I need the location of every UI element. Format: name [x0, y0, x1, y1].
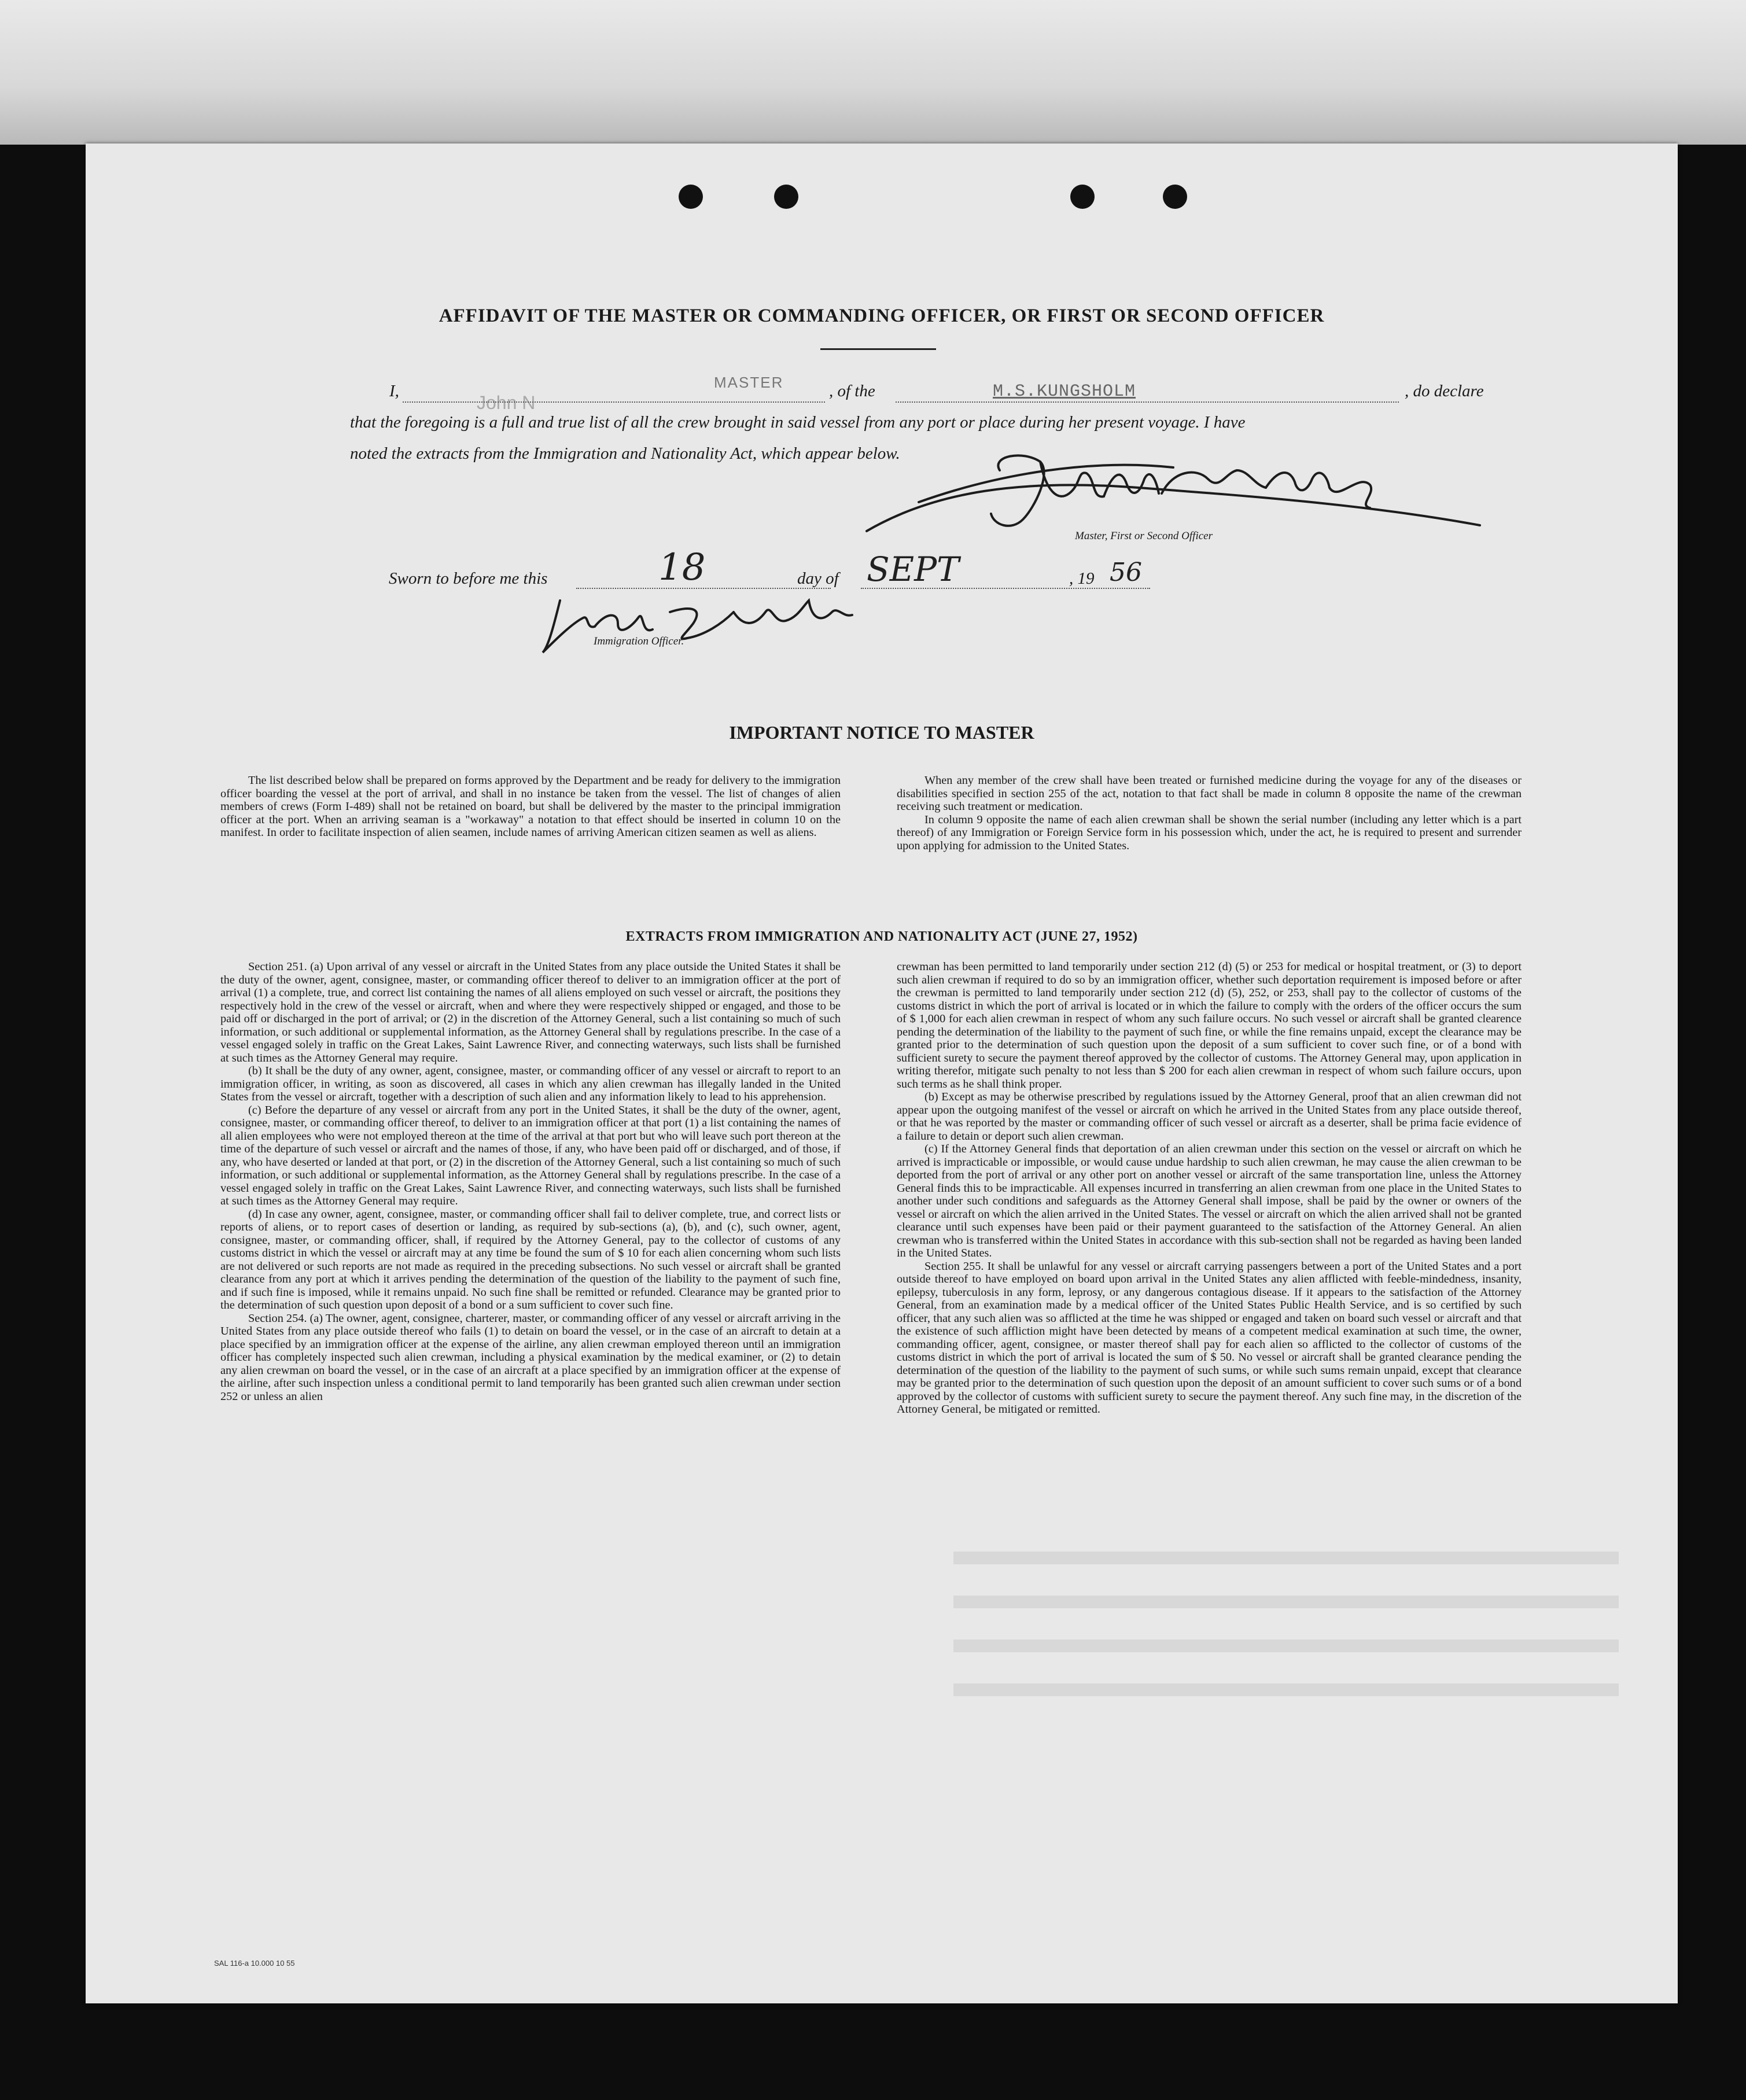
day-of-label: day of [797, 569, 839, 588]
background-strip [0, 0, 1746, 145]
immigration-officer-caption: Immigration Officer. [594, 635, 684, 647]
section-254-b: (b) Except as may be otherwise prescribed by regulations issued by the Attorney General, proof that an alien crewman did not appear upon the outgoing manifest of the vessel or aircraft on which he arrived in the United States from any place outside thereof, or that he was reported by the master or commanding officer of such vessel or aircraft as a deserter, shall be prima facie evidence of a failure to detain or deport such alien crewman. [897, 1090, 1522, 1143]
sworn-label: Sworn to before me this [389, 569, 548, 588]
extracts-title: EXTRACTS FROM IMMIGRATION AND NATIONALITY ACT (JUNE 27, 1952) [625, 929, 1138, 944]
declaration-line-2: that the foregoing is a full and true list of all the crew brought in said vessel from any port or place during her present voyage. I have [350, 413, 1246, 432]
binder-hole [1163, 185, 1187, 209]
rank-stamp: MASTER [714, 374, 784, 391]
master-signature [849, 439, 1486, 537]
title-divider [820, 348, 936, 350]
extracts-left-column [220, 960, 841, 1403]
section-255: Section 255. It shall be unlawful for any vessel or aircraft carrying passengers between a port of the United States and a port outside thereof to have employed on board upon arrival in the United States any alien afflicted with feeble-mindedness, insanity, epilepsy, tuberculosis in any form, leprosy, or any dangerous contagious disease. If it appears to the satisfaction of the Attorney General, from an examination made by a medical officer of the United States Public Health Service, and is so certified by such officer, that any such alien was so afflicted at the time he was shipped or engaged and taken on board such vessel or aircraft and that the existence of such affliction might have been detected by means of a competent medical examination at such time, the owner, commanding officer, agent, consignee, or master thereof shall pay for each alien so afflicted to the collector of customs of the customs district in which the port of arrival is located the sum of $ 50. No vessel or aircraft shall be granted clearance pending the determination of the question of the liability to the payment of such sums, or while such sums remain unpaid, except that clearance may be granted prior to the determination of such question upon the deposit of an amount sufficient to cover such sums or of a bond approved by the collector of customs with sufficient surety to secure the payment thereof. Any such fine may, in the discretion of the Attorney General, be mitigated or remitted. [897, 1259, 1522, 1416]
section-254-c: (c) If the Attorney General finds that deportation of an alien crewman under this section on the vessel or aircraft on which he arrived is impracticable or impossible, or would cause undue hardship to such alien crewman, he may cause the alien crewman to be deported from the port of arrival or any other port on another vessel or aircraft of the same transportation line, unless the Attorney General finds this to be impracticable. All expenses incurred in transferring an alien crewman from one place in the United States to another under such conditions and safeguards as the Attorney General shall impose, shall be paid by the owner or owners of the vessel or aircraft on which the alien arrived in the United States. The vessel or aircraft on which the alien arrived shall not be granted clearance until such expenses have been paid or their payment guaranteed to the satisfaction of the Attorney General. An alien crewman who is transferred within the United States in accordance with this sub-section shall not be regarded as having been landed in the United States. [897, 1143, 1522, 1259]
notice-left-column [220, 774, 841, 839]
form-number: SAL 116-a 10.000 10 55 [214, 1959, 295, 1968]
notice-left-paragraph: The list described below shall be prepared on forms approved by the Department and be ready for delivery to the immigration officer boarding the vessel at the port of arrival, and shall in no instance be taken from the vessel. The list of changes of alien members of crews (Form I-489) shall not be retained on board, but shall be delivered by the master to the principal immigration officer at the port. When an arriving seaman is a "workaway" a notation to that effect should be inserted in column 10 on the manifest. In order to facilitate inspection of alien seamen, include names of arriving American citizen seamen as well as aliens. [220, 774, 841, 839]
sworn-year-handwritten: 56 [1110, 558, 1142, 587]
affidavit-title: AFFIDAVIT OF THE MASTER OR COMMANDING OFFICER, OR FIRST OR SECOND OFFICER [439, 305, 1325, 326]
vessel-name-stamp: M.S.KUNGSHOLM [993, 382, 1136, 401]
binder-hole [679, 185, 703, 209]
section-251-c: (c) Before the departure of any vessel or aircraft from any port in the United States, it shall be the duty of the owner, agent, consignee, master, or commanding officer thereof, to deliver to an immigration officer at that port (1) a list containing the names of all alien employees who were not employed thereon at the time of the arrival at that port but who will leave such port thereon at the time of the departure of such vessel or aircraft and the names of those, if any, who have been paid off or discharged, and of those, if any, who have deserted or landed at that port, or (2) in the discretion of the Attorney General, such a list containing so much of such information, or such additional or supplemental information, as the Attorney General shall by regulations prescribe. In the case of a vessel engaged solely in traffic on the Great Lakes, Saint Lawrence River, and connecting waterways, such lists shall be furnished at such times as the Attorney General may require. [220, 1103, 841, 1207]
do-declare-label: , do declare [1405, 382, 1484, 400]
section-251-d: (d) In case any owner, agent, consignee, master, or commanding officer shall fail to deliver complete, true, and correct lists or reports of aliens, or to report cases of desertion or landing, as required by sub-sections (a), (b), and (c), such owner, agent, consignee, master, or commanding officer, shall, if required by the Attorney General, pay to the collector of customs of any customs district in which the vessel or aircraft may at any time be found the sum of $ 10 for each alien concerning whom such lists are not delivered or such reports are not made as required in the preceding subsections. No such vessel or aircraft shall be granted clearance from any port at which it arrives pending the determination of the question of the liability to the payment of such fine, and if such fine is imposed, while it remains unpaid. No such fine shall be remitted or refunded. Clearance may be granted prior to the determination of such question upon deposit of a bond or a sum sufficient to cover such fine. [220, 1207, 841, 1311]
master-name-faint: John N [477, 392, 536, 413]
signature-caption: Master, First or Second Officer [1075, 530, 1213, 542]
i-label: I, [389, 382, 399, 400]
extracts-right-column [897, 960, 1522, 1416]
bleed-through-texture [953, 1520, 1619, 1705]
immigration-officer-signature [537, 589, 861, 658]
notice-title: IMPORTANT NOTICE TO MASTER [729, 722, 1034, 743]
binder-hole [1070, 185, 1095, 209]
year-label: , 19 [1069, 569, 1095, 588]
vessel-blank [896, 401, 1399, 403]
name-blank [403, 401, 825, 403]
of-the-label: , of the [829, 382, 875, 400]
section-251-b: (b) It shall be the duty of any owner, agent, consignee, master, or commanding officer of any vessel or aircraft to report to an immigration officer, in writing, as soon as discovered, all cases in which any alien crewman has illegally landed in the United States from the vessel or aircraft, together with a description of such alien and any information likely to lead to his apprehension. [220, 1064, 841, 1103]
sworn-month-handwritten: SEPT [867, 550, 959, 589]
section-254-a-continued: crewman has been permitted to land temporarily under section 212 (d) (5) or 253 for medical or hospital treatment, or (3) to deport such alien crewman if required to do so by an immigration officer, whether such deportation requirement is imposed before or after the crewman is permitted to land temporarily under section 212 (d) (5), 252, or 253, shall pay to the collector of customs of the customs district in which the port of arrival is located or in which the failure to comply with the orders of the officer occurs the sum of $ 1,000 for each alien crewman in respect of whom any such failure occurs. No such vessel or aircraft shall be granted clearence pending the determination of the liability to the payment of such fine, or while the fine remains unpaid, except the clearance may be granted prior to the determination of such question upon the deposit of a sum sufficient to cover such fine, or of a bond with sufficient surety to secure the payment thereof approved by the collector of customs. The Attorney General may, upon application in writing therefor, mitigate such penalty to not less than $ 200 for each alien crewman in respect of whom such failure occurs, upon such terms as he shall think proper. [897, 960, 1522, 1090]
notice-right-column [897, 774, 1522, 852]
affidavit-sheet [86, 143, 1678, 2003]
binder-hole [774, 185, 798, 209]
declaration-line-3: noted the extracts from the Immigration and Nationality Act, which appear below. [350, 444, 900, 463]
notice-right-paragraph-2: In column 9 opposite the name of each alien crewman shall be shown the serial number (including any letter which is a part thereof) of any Immigration or Foreign Service form in his possession which, under the act, he is required to present and surrender upon applying for admission to the United States. [897, 813, 1522, 852]
section-254-a: Section 254. (a) The owner, agent, consignee, charterer, master, or commanding officer of any vessel or aircraft arriving in the United States from any place outside thereof who fails (1) to detain on board the vessel, or in the case of an aircraft to detain at a place specified by an immigration officer at the expense of the airline, any alien crewman employed thereon until an immigration officer has completely inspected such alien crewman, including a physical examination by the medical examiner, or (2) to detain any alien crewman on board the vessel, or in the case of an aircraft at a place specified by an immigration officer at the expense of the airline, after such inspection unless a conditional permit to land temporarily has been granted such alien crewman under section 252 or unless an alien [220, 1311, 841, 1403]
sworn-day-handwritten: 18 [658, 546, 706, 589]
notice-right-paragraph-1: When any member of the crew shall have been treated or furnished medicine during the voyage for any of the diseases or disabilities specified in section 255 of the act, notation to that fact shall be made in column 8 opposite the name of the crewman receiving such treatment or medication. [897, 774, 1522, 813]
section-251-a: Section 251. (a) Upon arrival of any vessel or aircraft in the United States from any place outside the United States it shall be the duty of the owner, agent, consignee, master, or commanding officer thereof to deliver to an immigration officer at the port of arrival (1) a complete, true, and correct list containing the names of all aliens employed on such vessel or aircraft, the positions they respectively hold in the crew of the vessel or aircraft, when and where they were respectively shipped or engaged, and those to be paid off or discharged in the port of arrival; or (2) in the discretion of the Attorney General, such a list containing so much of such information, or such additional or supplemental information, as the Attorney General shall by regulations prescribe. In the case of a vessel engaged solely in traffic on the Great Lakes, Saint Lawrence River, and connecting waterways, such lists shall be furnished at such times as the Attorney General may require. [220, 960, 841, 1064]
